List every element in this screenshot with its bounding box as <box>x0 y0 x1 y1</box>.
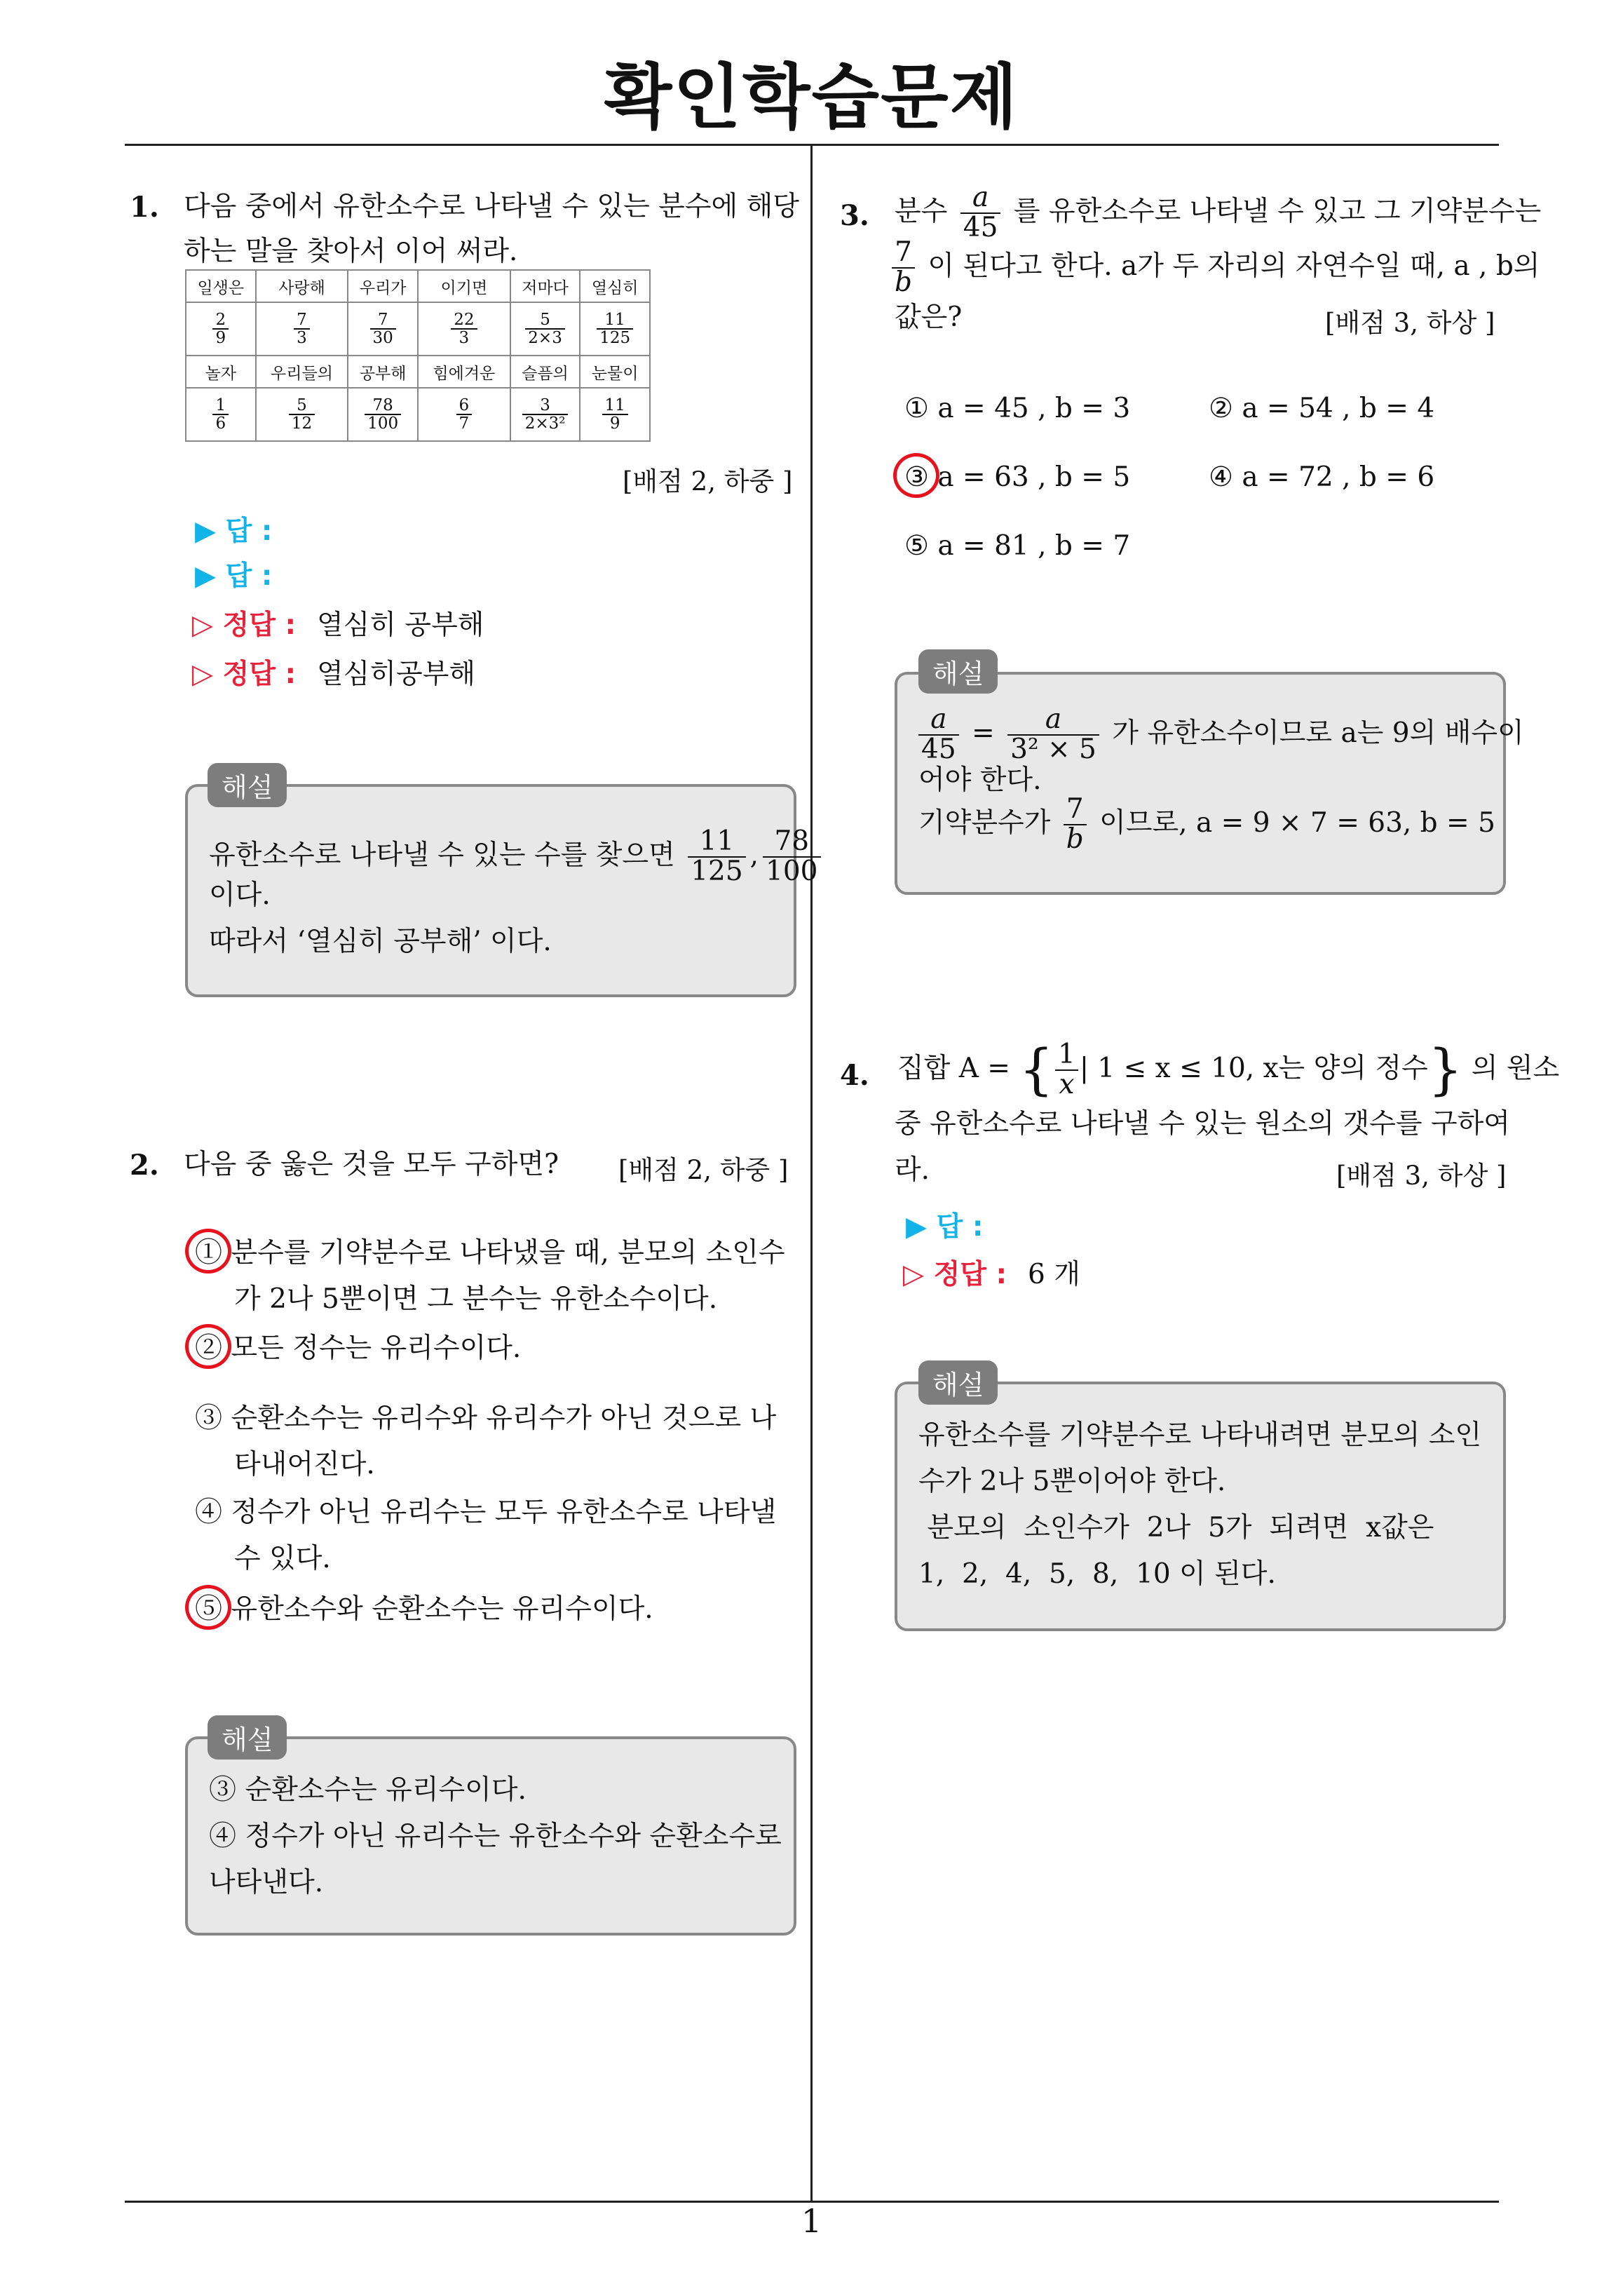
q4-text-line2: 중 유한소수로 나타낼 수 있는 원소의 갯수를 구하여 <box>895 1108 1510 1140</box>
q4-explanation-tag: 해설 <box>918 1360 998 1405</box>
q1-score: [배점 2, 하중 ] <box>623 466 793 497</box>
equals: = <box>972 717 995 749</box>
q2-explanation-line3: 나타낸다. <box>209 1867 324 1898</box>
q1-correct-answer-1: 열심히 공부해 <box>317 609 484 641</box>
q4-answer-field[interactable]: ▶ 답 : <box>906 1211 984 1243</box>
text: 를 유한소수로 나타낼 수 있고 그 기약분수는 <box>1013 195 1542 227</box>
table-cell <box>186 302 256 356</box>
q1-answer-field-1[interactable]: ▶ 답 : <box>195 515 273 547</box>
fraction: $\frac{7}{3}$ <box>294 311 310 346</box>
fraction: $\frac{7}{b}$ <box>1064 795 1087 854</box>
q2-option-4-line2: 수 있다. <box>234 1543 331 1574</box>
fraction: $\frac{5}{2\times 3}$ <box>525 311 565 346</box>
q3-explanation-line1 <box>918 705 1524 764</box>
q3-explanation-tag: 해설 <box>918 649 998 694</box>
q2-correct-circle-2 <box>185 1324 231 1369</box>
explanation-text: 유한소수로 나타낼 수 있는 수를 찾으면 <box>209 839 675 871</box>
column-divider <box>810 144 813 2202</box>
fraction: $\frac{78}{100}$ <box>763 828 820 886</box>
q1-explanation-tag: 해설 <box>208 763 287 807</box>
fraction: $\frac{11}{125}$ <box>597 311 633 346</box>
q1-number: 1. <box>130 191 159 224</box>
text: 집합 A = <box>897 1052 1010 1084</box>
q2-option-3-line1[interactable]: ③ 순환소수는 유리수와 유리수가 아닌 것으로 나 <box>195 1403 777 1434</box>
fraction: $\frac{22}{3}$ <box>451 311 477 346</box>
q1-explanation-line3: 따라서 ‘열심히 공부해’ 이다. <box>209 926 552 957</box>
q4-explanation-line1: 유한소수를 기약분수로 나타내려면 분모의 소인 <box>918 1419 1482 1451</box>
q4-explanation-line3: 분모의 소인수가 2나 5가 되려면 x값은 <box>918 1512 1434 1544</box>
text: 의 원소 <box>1471 1052 1560 1084</box>
table-cell <box>186 388 256 441</box>
q2-explanation-line1: ③ 순환소수는 유리수이다. <box>209 1774 527 1806</box>
q3-explanation-line3 <box>918 795 1495 854</box>
page-title: 확인학습문제 <box>604 56 1019 138</box>
q4-correct-answer: 6 개 <box>1028 1259 1080 1290</box>
page-number: 1 <box>801 2202 822 2240</box>
fraction: $\frac{3}{\text{2×3²}}$ <box>522 397 569 432</box>
q1-text-line2: 하는 말을 찾아서 이어 써라. <box>184 236 518 267</box>
table-cell <box>510 302 580 356</box>
q4-number: 4. <box>840 1059 869 1092</box>
q2-score: [배점 2, 하중 ] <box>618 1155 789 1185</box>
q2-correct-circle-5 <box>185 1585 231 1630</box>
q3-text-line3: 값은? <box>895 302 963 333</box>
fraction: $\frac{a}{45}$ <box>918 705 959 764</box>
q3-text-line1 <box>895 184 1541 243</box>
table-cell <box>256 302 348 356</box>
q1-text-line1: 다음 중에서 유한소수로 나타낼 수 있는 분수에 해당 <box>184 191 799 222</box>
q2-explanation-line2: ④ 정수가 아닌 유리수는 유한소수와 순환소수로 <box>209 1821 782 1852</box>
q1-correct-label-2: ▷ 정답 : <box>192 659 297 690</box>
fraction: $\frac{11}{125}$ <box>688 828 745 886</box>
table-cell: 사랑해 <box>256 270 348 302</box>
table-cell: 놀자 <box>186 356 256 388</box>
q4-score: [배점 3, 하상 ] <box>1336 1161 1507 1191</box>
q3-text-line2 <box>892 238 1540 297</box>
q3-correct-circle-3 <box>893 453 939 498</box>
q1-correct-label-1: ▷ 정답 : <box>192 609 297 641</box>
table-cell <box>256 388 348 441</box>
table-cell: 우리들의 <box>256 356 348 388</box>
table-cell: 열심히 <box>580 270 650 302</box>
q3-option-1[interactable]: ① a = 45 , b = 3 <box>904 393 1131 424</box>
fraction: $\frac{6}{7}$ <box>456 397 473 432</box>
table-cell <box>418 302 510 356</box>
q1-explanation-line1 <box>209 825 825 887</box>
table-cell: 이기면 <box>418 270 510 302</box>
q1-word-table <box>185 269 651 442</box>
text: 가 유한소수이므로 a는 9의 배수이 <box>1112 717 1524 749</box>
q4-explanation-line2: 수가 2나 5뿐이어야 한다. <box>918 1466 1226 1497</box>
table-cell <box>348 302 418 356</box>
left-brace: { <box>1019 1038 1054 1102</box>
q2-option-5[interactable]: ⑤ 유한소수와 순환소수는 유리수이다. <box>195 1593 653 1625</box>
table-cell <box>580 388 650 441</box>
table-cell: 공부해 <box>348 356 418 388</box>
q2-option-3-line2: 타내어진다. <box>234 1449 375 1480</box>
table-cell <box>348 388 418 441</box>
q4-text-line1 <box>897 1038 1560 1102</box>
table-cell: 우리가 <box>348 270 418 302</box>
q3-number: 3. <box>840 199 869 232</box>
q2-text: 다음 중 옳은 것을 모두 구하면? <box>184 1149 559 1180</box>
fraction: $\frac{1}{x}$ <box>1055 1041 1078 1100</box>
q1-explanation-line2: 이다. <box>209 879 271 911</box>
table-cell <box>510 388 580 441</box>
text: 기약분수가 <box>918 806 1051 839</box>
q3-score: [배점 3, 하상 ] <box>1325 308 1495 338</box>
q2-explanation-tag: 해설 <box>208 1715 287 1760</box>
table-cell: 눈물이 <box>580 356 650 388</box>
text: 이 된다고 한다. a가 두 자리의 자연수일 때, a , b의 <box>928 250 1540 282</box>
fraction: $\frac{7}{30}$ <box>370 311 396 346</box>
q2-option-4-line1[interactable]: ④ 정수가 아닌 유리수는 모두 유한소수로 나타낼 <box>195 1497 777 1528</box>
fraction: $\frac{7}{b}$ <box>892 238 915 297</box>
q3-explanation-line2: 어야 한다. <box>918 764 1042 796</box>
right-brace: } <box>1427 1038 1463 1102</box>
q3-option-5[interactable]: ⑤ a = 81 , b = 7 <box>904 530 1131 562</box>
fraction: $\frac{a}{\text{3² × 5}}$ <box>1007 705 1099 764</box>
q3-option-3[interactable]: ③ a = 63 , b = 5 <box>904 461 1131 493</box>
set-condition: | 1 ≤ x ≤ 10, x는 양의 정수 <box>1079 1052 1428 1084</box>
table-cell: 저마다 <box>510 270 580 302</box>
q2-number: 2. <box>130 1149 159 1182</box>
q1-answer-field-2[interactable]: ▶ 답 : <box>195 560 273 592</box>
table-cell <box>580 302 650 356</box>
q1-correct-answer-2: 열심히공부해 <box>317 659 476 690</box>
q4-correct-label: ▷ 정답 : <box>903 1259 1007 1290</box>
table-cell: 일생은 <box>186 270 256 302</box>
q3-option-2[interactable]: ② a = 54 , b = 4 <box>1209 393 1435 424</box>
q1-explanation-box <box>185 784 796 997</box>
q3-option-4[interactable]: ④ a = 72 , b = 6 <box>1209 461 1435 493</box>
q2-option-2[interactable]: ② 모든 정수는 유리수이다. <box>195 1332 522 1364</box>
fraction: $\frac{5}{12}$ <box>289 397 315 432</box>
table-cell <box>418 388 510 441</box>
fraction: $\frac{11}{9}$ <box>602 397 628 432</box>
q2-option-1-line1[interactable]: ① 분수를 기약분수로 나타냈을 때, 분모의 소인수 <box>195 1237 785 1269</box>
fraction: $\frac{1}{6}$ <box>212 397 229 432</box>
q2-correct-circle-1 <box>185 1229 231 1274</box>
table-cell: 슬픔의 <box>510 356 580 388</box>
text: 분수 <box>895 195 948 227</box>
comma: , <box>749 839 759 871</box>
fraction: $\frac{a}{45}$ <box>960 184 1001 243</box>
q2-option-1-line2: 가 2나 5뿐이면 그 분수는 유한소수이다. <box>234 1283 718 1315</box>
fraction: $\frac{2}{9}$ <box>212 311 229 346</box>
fraction: $\frac{78}{100}$ <box>365 397 401 432</box>
table-cell: 힘에겨운 <box>418 356 510 388</box>
q4-text-line3: 라. <box>895 1154 930 1186</box>
text: 이므로, a = 9 × 7 = 63, b = 5 <box>1099 806 1495 839</box>
q4-explanation-line4: 1, 2, 4, 5, 8, 10 이 된다. <box>918 1558 1276 1590</box>
